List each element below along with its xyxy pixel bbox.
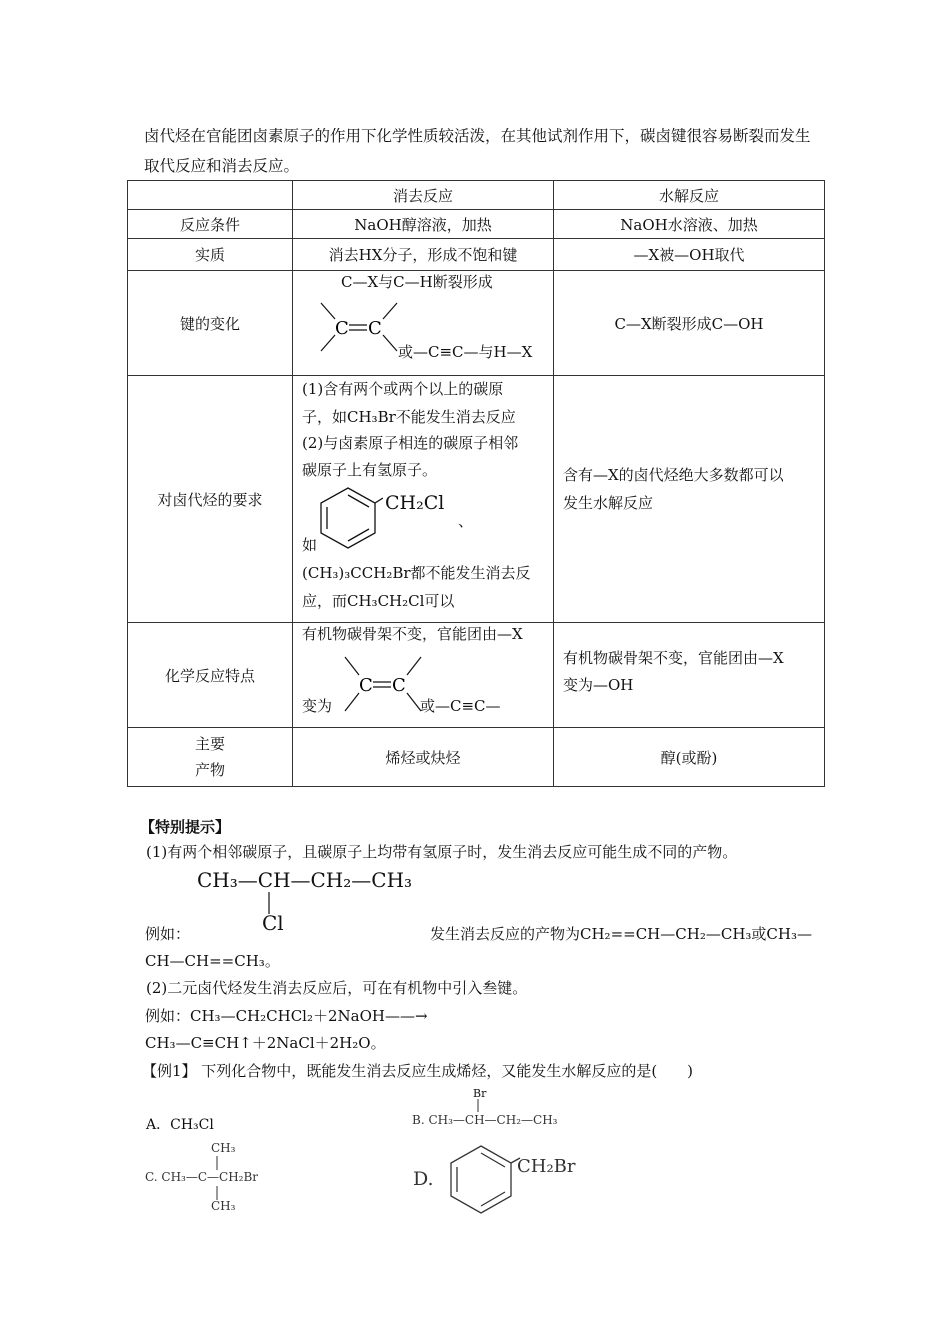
row-label-products [128,728,293,787]
row-label-bond-change: 键的变化 [128,271,293,376]
example-label: 例如： [145,925,191,943]
products-label-a: 主要 [194,735,225,753]
bond-line [474,1099,482,1113]
req-line-2: 子，如CH₃Br不能发生消去反应 [302,408,516,426]
table-row [128,239,825,271]
cell-elim-requirements [293,376,554,623]
row-label-requirements: 对卤代烃的要求 [128,376,293,623]
cell-hyd-bond-change: C—X断裂形成C—OH [554,271,825,376]
table-row [128,623,825,728]
hyd-feature-line-1: 有机物碳骨架不变，官能团由—X [563,649,784,667]
equation-line-2: CH₃—C≡CH↑＋2NaCl＋2H₂O。 [145,1034,386,1052]
cell-hyd-products: 醇(或酚) [554,728,825,787]
hyd-feature-line-2: 变为—OH [563,676,634,694]
benzene-ring-icon [313,484,383,552]
row-label-essence: 实质 [128,239,293,271]
structure-chlorine: Cl [262,911,284,935]
benzyl-chloride-group: CH₂Cl [385,492,445,514]
note-title: 【特别提示】 [140,818,231,836]
cell-elim-bond-change [293,271,554,376]
hyd-req-line-2: 发生水解反应 [563,494,654,512]
intro-paragraph: 卤代烃在官能团卤素原子的作用下化学性质较活泼，在其他试剂作用下，碳卤键很容易断裂而发生取代反应和消去反应。 [144,127,811,175]
option-c-top-methyl: CH₃ [211,1141,236,1155]
comparison-table [127,180,825,787]
header-elimination: 消去反应 [293,181,554,210]
option-c-bottom-methyl: CH₃ [211,1199,236,1213]
cell-hyd-essence: —X被—OH取代 [554,239,825,271]
alkene-structure [311,295,411,355]
header-empty-cell [128,181,293,210]
note-paragraph-1: (1)有两个相邻碳原子，且碳原子上均带有氢原子时，发生消去反应可能生成不同的产物。 [146,843,738,861]
elimination-products-text: 发生消去反应的产物为CH₂==CH—CH₂—CH₃或CH₃— [430,925,812,943]
option-d-group: CH₂Br [517,1156,576,1177]
req-line-6: 应，而CH₃CH₂Cl可以 [302,592,455,610]
option-b-bromine: Br [473,1087,487,1100]
table-row [128,271,825,376]
products-label-b: 产物 [194,761,225,779]
cell-hyd-features [554,623,825,728]
req-line-4: 碳原子上有氢原子。 [302,461,438,479]
hyd-req-line-1: 含有—X的卤代烃绝大多数都可以 [563,466,784,484]
option-b: B. CH₃—CH—CH₂—CH₃ [412,1113,558,1127]
example-prefix: 如 [302,536,318,554]
row-label-features: 化学反应特点 [128,623,293,728]
table-row [128,210,825,239]
feature-line-1: 有机物碳骨架不变，官能团由—X [302,625,523,643]
bond-change-text-b: 或—C≡C—与H—X [398,343,533,361]
elimination-products-text-2: CH—CH==CH₃。 [145,952,280,970]
cell-elim-essence: 消去HX分子，形成不饱和键 [293,239,554,271]
header-hydrolysis: 水解反应 [554,181,825,210]
equation-line-1: 例如：CH₃—CH₂CHCl₂＋2NaOH——→ [145,1007,428,1025]
cell-elim-products: 烯烃或炔烃 [293,728,554,787]
bond-change-text-a: C—X与C—H断裂形成 [341,273,493,291]
option-d-label: D. [413,1168,434,1190]
cell-hyd-requirements [554,376,825,623]
svg-text:C: C [368,318,382,339]
cell-elim-features [293,623,554,728]
cell-elim-conditions: NaOH醇溶液，加热 [293,210,554,239]
separator-mark: 、 [458,512,474,530]
table-row [128,376,825,623]
note-paragraph-2: (2)二元卤代烃发生消去反应后，可在有机物中引入叁键。 [146,979,528,997]
example-question: 【例1】 下列化合物中，既能发生消去反应生成烯烃，又能发生水解反应的是( ) [142,1062,694,1080]
row-label-conditions: 反应条件 [128,210,293,239]
feature-line-3: 或—C≡C— [420,697,501,715]
req-line-1: (1)含有两个或两个以上的碳原 [302,380,504,398]
structure-2-chlorobutane: CH₃—CH—CH₂—CH₃ [197,868,413,892]
option-c: C. CH₃—C—CH₂Br [145,1170,259,1184]
svg-text:C: C [392,675,406,696]
table-header-row [128,181,825,210]
cell-hyd-conditions: NaOH水溶液、加热 [554,210,825,239]
alkene-structure [333,651,433,715]
req-line-5: (CH₃)₃CCH₂Br都不能发生消去反 [302,564,531,582]
benzene-ring-icon [443,1140,523,1216]
svg-text:C: C [359,675,373,696]
option-a: A．CH₃Cl [146,1117,214,1133]
feature-line-2: 变为 [302,697,333,715]
req-line-3: (2)与卤素原子相连的碳原子相邻 [302,434,519,452]
svg-text:C: C [335,318,349,339]
table-row [128,728,825,787]
